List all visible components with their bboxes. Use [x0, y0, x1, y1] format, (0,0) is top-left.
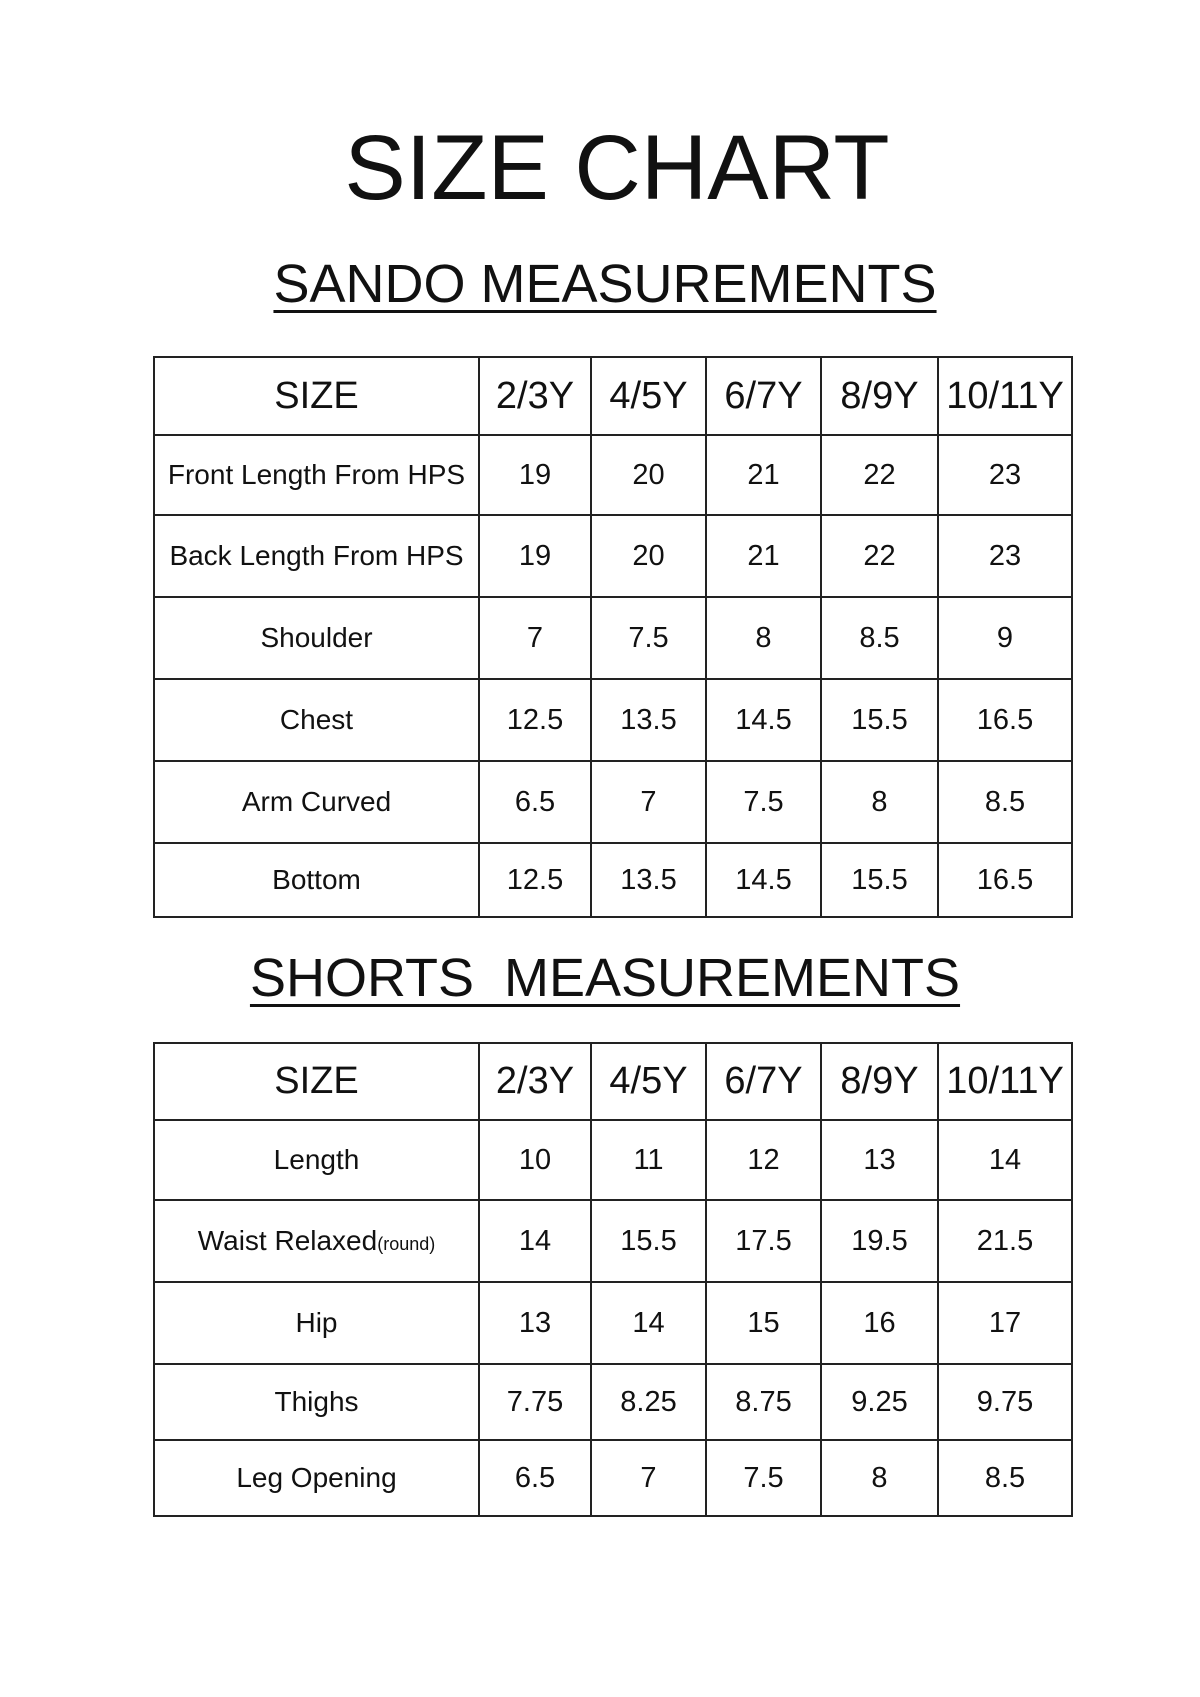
- table-cell: 23: [938, 515, 1072, 597]
- table-row: [154, 761, 1072, 843]
- row-label: [154, 1200, 479, 1282]
- table-cell: 21.5: [938, 1200, 1072, 1282]
- row-label: Bottom: [154, 843, 479, 917]
- table-cell: 12: [706, 1120, 821, 1200]
- row-label: [154, 1364, 479, 1440]
- shorts-header-10-11y: 10/11Y: [938, 1043, 1072, 1120]
- table-cell: 7.75: [479, 1364, 591, 1440]
- shorts-measurements-table: [153, 1042, 1073, 1517]
- row-label-text: Leg Opening: [236, 1462, 397, 1493]
- table-cell: 9.75: [938, 1364, 1072, 1440]
- shorts-section-title: SHORTS MEASUREMENTS: [249, 948, 961, 1008]
- table-row: [154, 1200, 1072, 1282]
- sando-header-10-11y: 10/11Y: [938, 357, 1072, 435]
- table-cell: 13: [479, 1282, 591, 1364]
- row-label: Chest: [154, 679, 479, 761]
- sando-header-size: SIZE: [154, 357, 479, 435]
- table-cell: 16.5: [938, 679, 1072, 761]
- table-cell: 21: [706, 435, 821, 515]
- table-cell: 7: [479, 597, 591, 679]
- table-cell: 20: [591, 515, 706, 597]
- table-cell: 14: [938, 1120, 1072, 1200]
- table-cell: 8: [821, 761, 938, 843]
- table-cell: 13.5: [591, 679, 706, 761]
- table-row: [154, 1440, 1072, 1516]
- table-cell: 15.5: [821, 679, 938, 761]
- table-row: [154, 1120, 1072, 1200]
- table-row: [154, 597, 1072, 679]
- table-cell: 14: [591, 1282, 706, 1364]
- table-cell: 22: [821, 435, 938, 515]
- table-cell: 6.5: [479, 761, 591, 843]
- table-cell: 15: [706, 1282, 821, 1364]
- table-row: [154, 843, 1072, 917]
- table-cell: 15.5: [821, 843, 938, 917]
- table-cell: 8.25: [591, 1364, 706, 1440]
- row-label: Back Length From HPS: [154, 515, 479, 597]
- shorts-header-4-5y: 4/5Y: [591, 1043, 706, 1120]
- table-cell: 12.5: [479, 679, 591, 761]
- shorts-header-2-3y: 2/3Y: [479, 1043, 591, 1120]
- table-cell: 6.5: [479, 1440, 591, 1516]
- table-cell: 9: [938, 597, 1072, 679]
- table-cell: 14.5: [706, 843, 821, 917]
- sando-header-row: [154, 357, 1072, 435]
- table-cell: 7.5: [706, 761, 821, 843]
- table-cell: 17.5: [706, 1200, 821, 1282]
- sando-header-6-7y: 6/7Y: [706, 357, 821, 435]
- row-label-text: Hip: [295, 1307, 338, 1338]
- table-cell: 13.5: [591, 843, 706, 917]
- table-cell: 8.5: [821, 597, 938, 679]
- table-cell: 7: [591, 761, 706, 843]
- row-label: [154, 1440, 479, 1516]
- sando-measurements-table: [153, 356, 1073, 918]
- sando-header-2-3y: 2/3Y: [479, 357, 591, 435]
- table-row: [154, 1282, 1072, 1364]
- row-label-text: Thighs: [274, 1386, 359, 1417]
- row-label: [154, 1120, 479, 1200]
- table-cell: 7.5: [591, 597, 706, 679]
- row-label: [154, 1282, 479, 1364]
- row-label: Shoulder: [154, 597, 479, 679]
- table-row: [154, 679, 1072, 761]
- table-cell: 21: [706, 515, 821, 597]
- row-label-text: Waist Relaxed: [197, 1225, 378, 1256]
- table-cell: 19.5: [821, 1200, 938, 1282]
- table-cell: 15.5: [591, 1200, 706, 1282]
- table-cell: 11: [591, 1120, 706, 1200]
- table-row: [154, 435, 1072, 515]
- table-row: [154, 515, 1072, 597]
- table-cell: 13: [821, 1120, 938, 1200]
- table-cell: 8.75: [706, 1364, 821, 1440]
- page-title: SIZE CHART: [344, 117, 890, 219]
- table-cell: 22: [821, 515, 938, 597]
- table-cell: 7: [591, 1440, 706, 1516]
- table-cell: 19: [479, 435, 591, 515]
- shorts-header-size: SIZE: [154, 1043, 479, 1120]
- table-cell: 14.5: [706, 679, 821, 761]
- table-cell: 7.5: [706, 1440, 821, 1516]
- table-cell: 23: [938, 435, 1072, 515]
- table-cell: 20: [591, 435, 706, 515]
- table-cell: 16.5: [938, 843, 1072, 917]
- table-cell: 8: [821, 1440, 938, 1516]
- table-cell: 17: [938, 1282, 1072, 1364]
- sando-section-title: SANDO MEASUREMENTS: [273, 254, 937, 314]
- sando-header-8-9y: 8/9Y: [821, 357, 938, 435]
- table-cell: 12.5: [479, 843, 591, 917]
- table-cell: 8: [706, 597, 821, 679]
- shorts-header-6-7y: 6/7Y: [706, 1043, 821, 1120]
- row-label-note: (round): [377, 1234, 436, 1254]
- row-label-text: Length: [273, 1144, 360, 1175]
- table-cell: 14: [479, 1200, 591, 1282]
- table-cell: 19: [479, 515, 591, 597]
- table-cell: 8.5: [938, 761, 1072, 843]
- row-label: Front Length From HPS: [154, 435, 479, 515]
- table-cell: 9.25: [821, 1364, 938, 1440]
- table-cell: 16: [821, 1282, 938, 1364]
- shorts-header-row: [154, 1043, 1072, 1120]
- shorts-header-8-9y: 8/9Y: [821, 1043, 938, 1120]
- table-cell: 10: [479, 1120, 591, 1200]
- table-cell: 8.5: [938, 1440, 1072, 1516]
- sando-header-4-5y: 4/5Y: [591, 357, 706, 435]
- row-label: Arm Curved: [154, 761, 479, 843]
- table-row: [154, 1364, 1072, 1440]
